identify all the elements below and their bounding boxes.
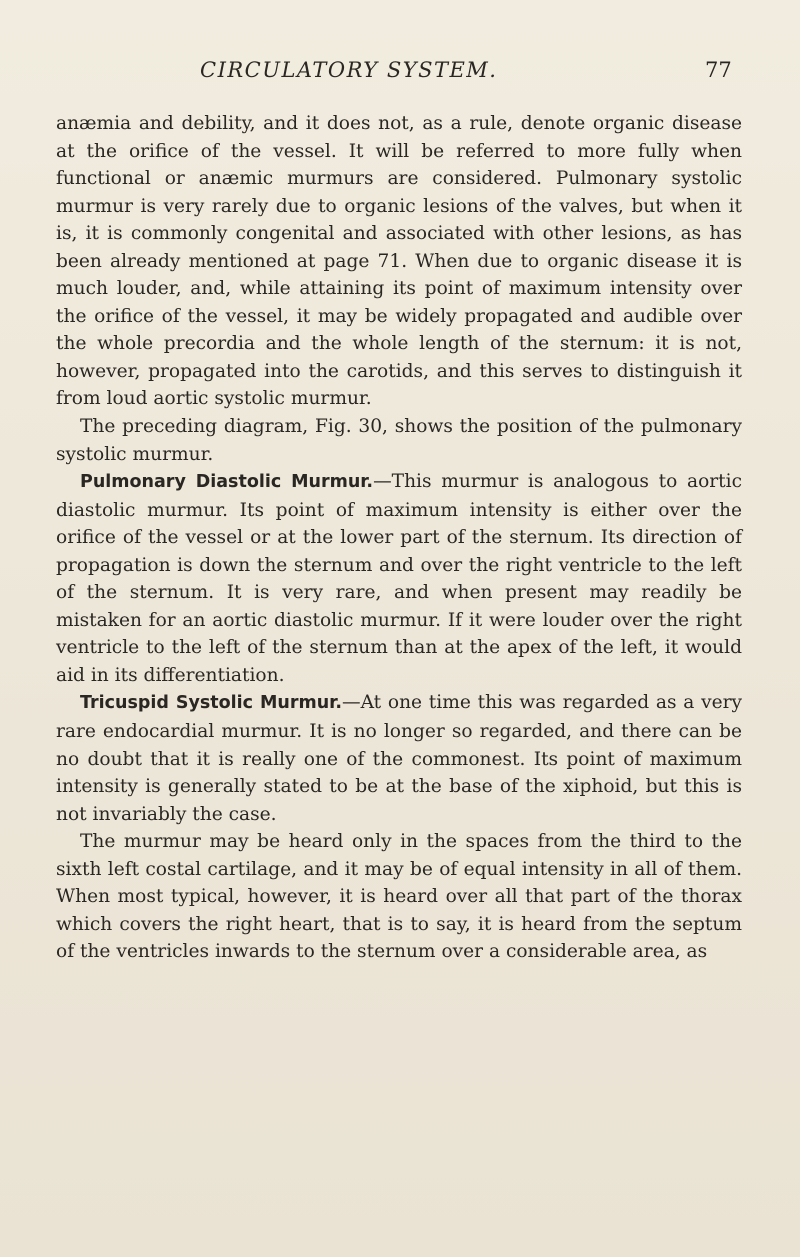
paragraph-text: The preceding diagram, Fig. 30, shows the position of the pulmonary systolic murmur. [56,416,742,465]
section-heading: Tricuspid Systolic Murmur. [80,693,342,714]
section-heading: Pulmonary Diastolic Murmur. [80,472,374,493]
page-number: 77 [705,58,732,82]
paragraph [56,689,742,828]
paragraph [56,828,742,966]
paragraph-text: —This murmur is analogous to aortic diastolic murmur. Its point of maximum intensity is either over the orifice of the vessel or at the lower part of the sternum. Its direction of propagation is down the sternum and over the right ventricle to the left of the sternum. It is very rare, and when present may readily be mistaken for an aortic diastolic murmur. If it were louder over the right ventricle to the left of the sternum than at the apex of the left, it would aid in its differentiation. [56,471,742,686]
paragraph [56,413,742,468]
paragraph-text: The murmur may be heard only in the spaces from the third to the sixth left costal cartilage, and it may be of equal intensity in all of them. When most typical, however, it is heard over all that part of the thorax which covers the right heart, that is to say, it is heard from the septum of the ventricles inwards to the sternum over a considerable area, as [56,831,742,963]
body-text [56,110,742,966]
page-header [0,58,800,88]
running-title: CIRCULATORY SYSTEM. [200,58,498,82]
paragraph-text: anæmia and debility, and it does not, as a rule, denote organic disease at the orifice of the vessel. It will be referred to more fully when functional or anæmic murmurs are considered. Pulmonary systolic murmur is very rarely due to organic lesions of the valves, but when it is, it is commonly congenital and associated with other lesions, as has been already mentioned at page 71. When due to organic disease it is much louder, and, while attaining its point of maximum intensity over the orifice of the vessel, it may be widely propagated and audible over the whole precordia and the whole length of the sternum: it is not, however, propagated into the carotids, and this serves to distinguish it from loud aortic systolic murmur. [56,113,742,410]
paragraph [56,110,742,413]
paragraph [56,468,742,689]
paragraph-text: —At one time this was regarded as a very rare endocardial murmur. It is no longer so regarded, and there can be no doubt that it is really one of the commonest. Its point of maximum intensity is generally stated to be at the base of the xiphoid, but this is not invariably the case. [56,692,742,825]
